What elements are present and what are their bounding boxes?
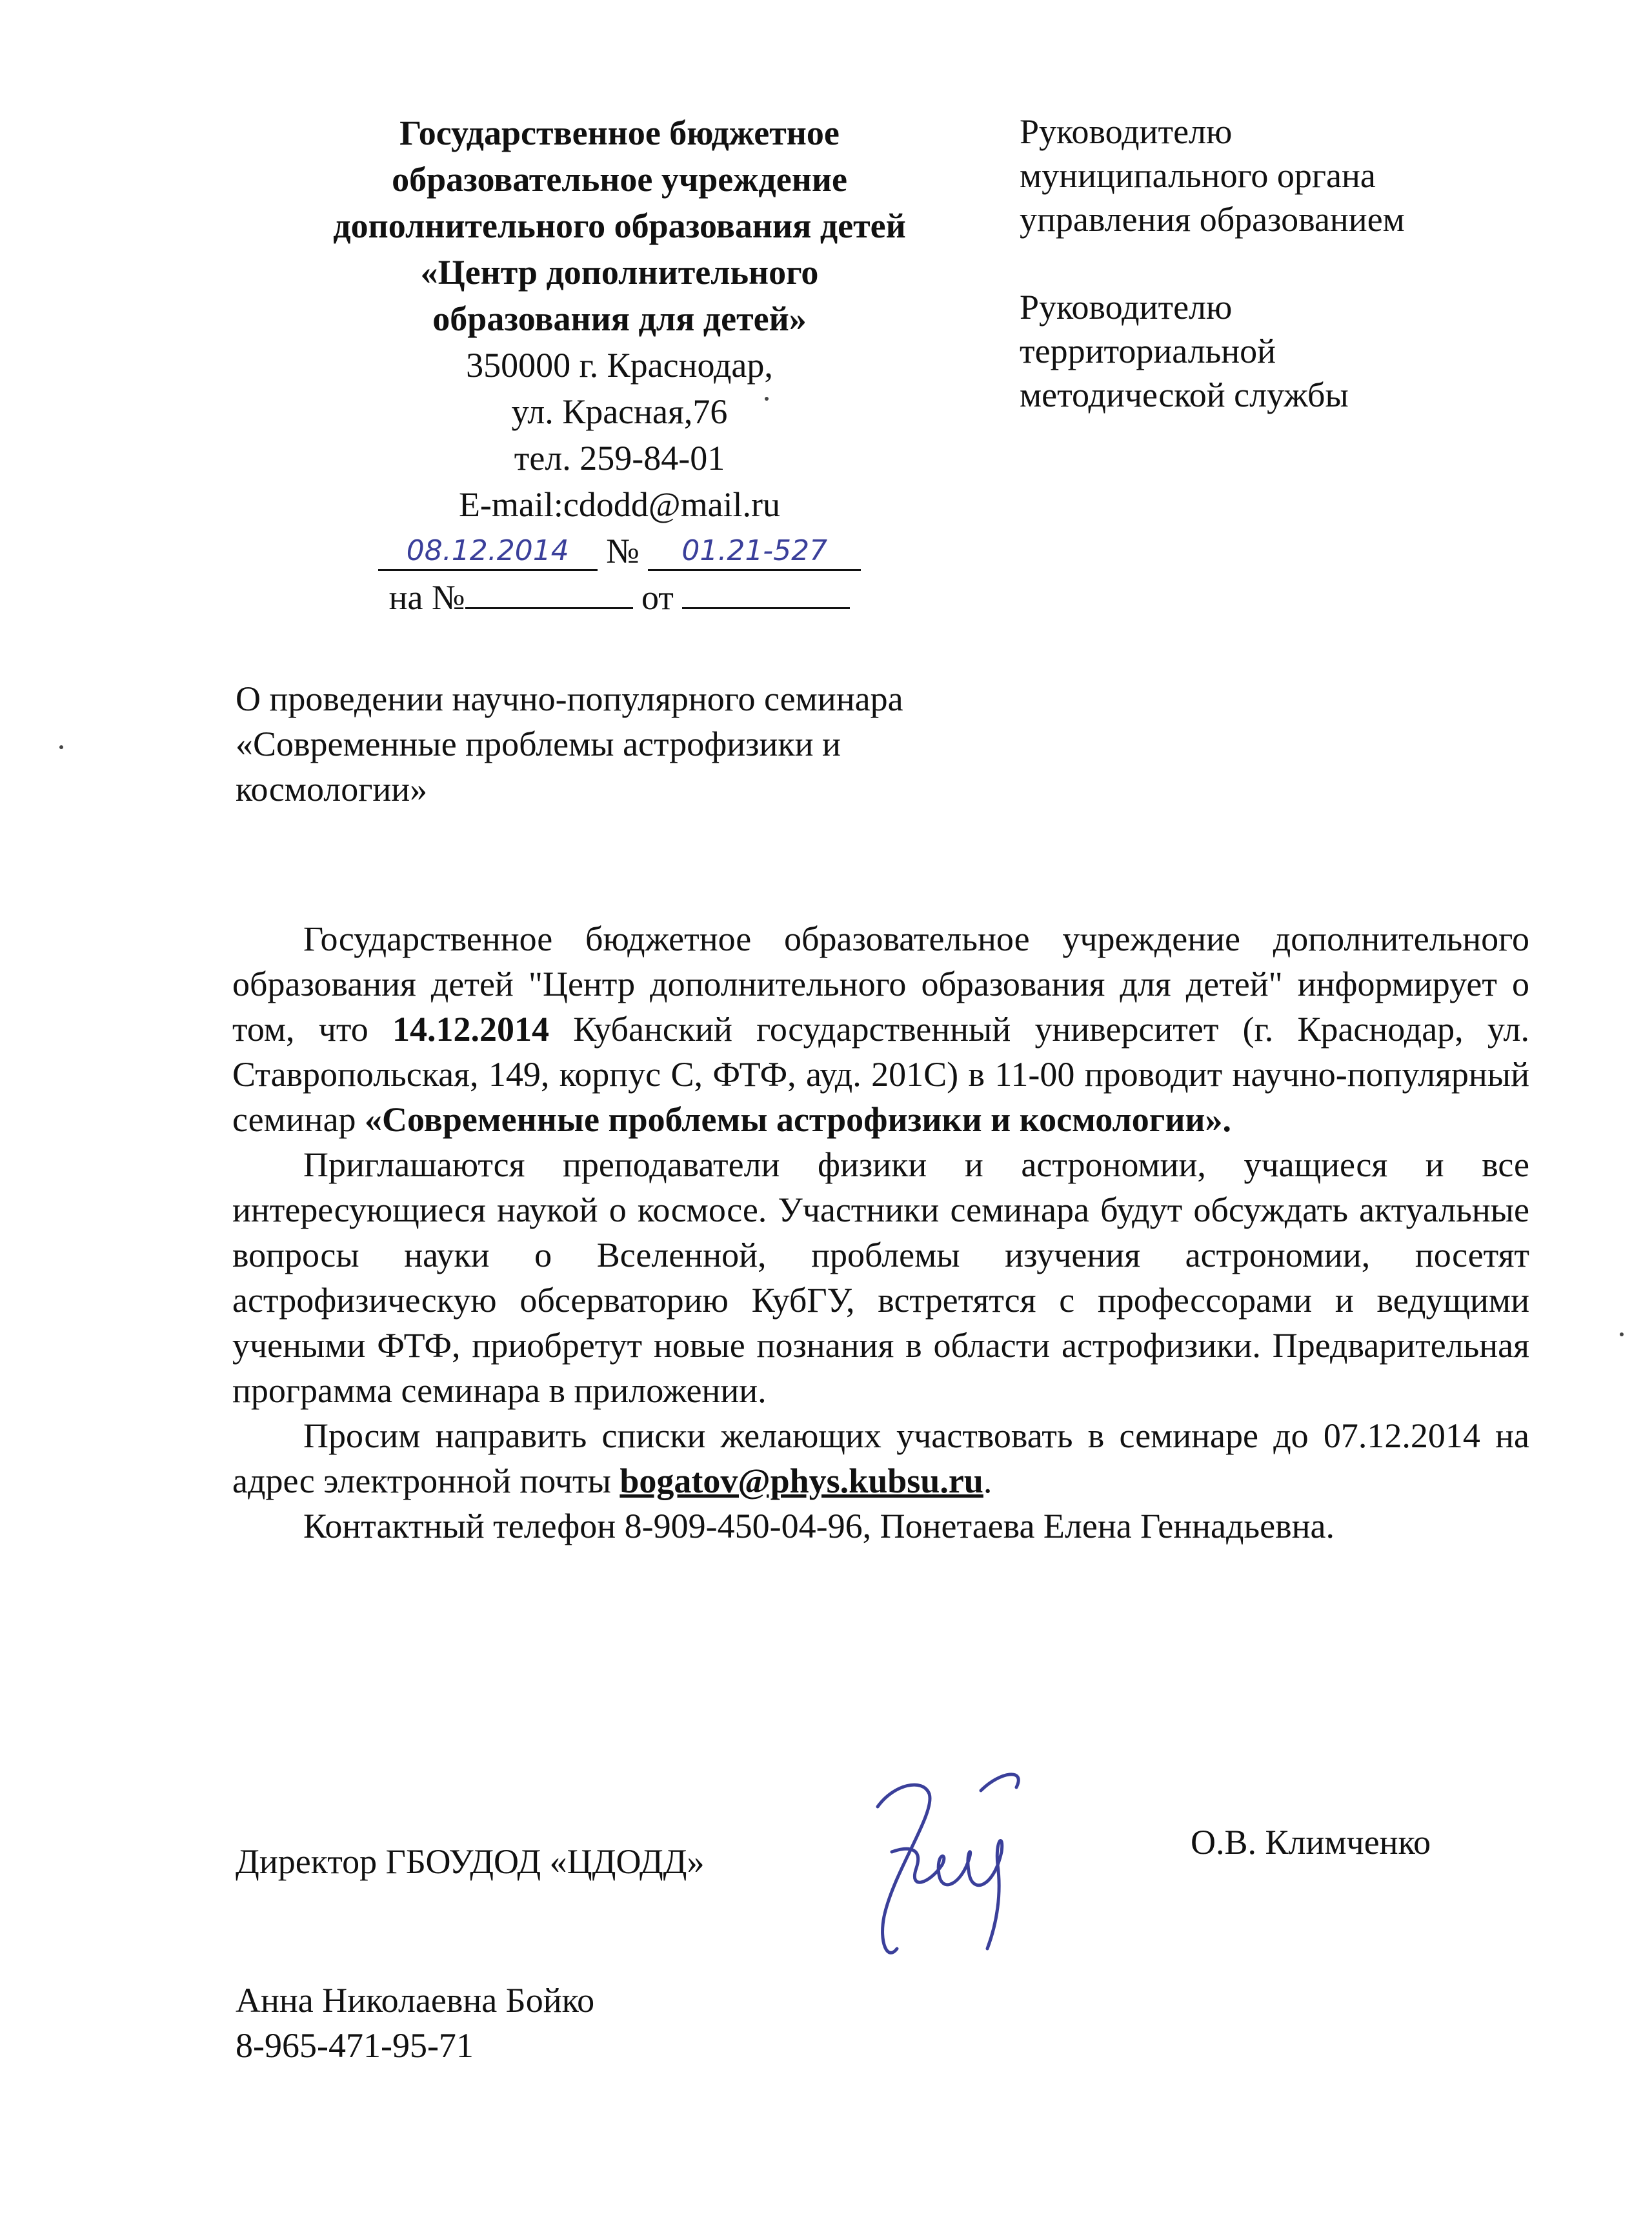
org-line: образовательное учреждение (392, 160, 847, 199)
recipient-line: Руководителю (1020, 288, 1233, 326)
org-line: дополнительного образования детей (333, 206, 906, 245)
recipient-line: муниципального органа (1020, 156, 1376, 195)
ref-number-blank (465, 575, 633, 609)
outgoing-number-row (265, 528, 974, 574)
outgoing-date: 08.12.2014 (378, 533, 598, 571)
subject-line: космологии» (236, 770, 428, 809)
subject-line: «Современные проблемы астрофизики и (236, 725, 841, 763)
email-line: E-mail:cdodd@mail.ru (458, 485, 781, 524)
paragraph-3 (232, 1413, 1529, 1503)
handwritten-signature (832, 1755, 1039, 1968)
paragraph-4: Контактный телефон 8-909-450-04-96, Понетаева Елена Геннадьевна. (303, 1507, 1335, 1545)
recipient-line: территориальной (1020, 332, 1276, 370)
outgoing-number: 01.21-527 (648, 533, 861, 571)
signatory-title: Директор ГБОУДОД «ЦДОДД» (236, 1842, 705, 1881)
executor-phone: 8-965-471-95-71 (236, 2026, 474, 2065)
address-line: ул. Красная,76 (511, 392, 728, 431)
ref-prefix: на № (388, 578, 465, 617)
signatory-name: О.В. Климченко (1191, 1823, 1431, 1862)
phone-line: тел. 259-84-01 (514, 439, 725, 477)
recipient-1 (1020, 110, 1600, 241)
ref-from: от (641, 578, 674, 617)
seminar-title: «Современные проблемы астрофизики и космологии». (365, 1100, 1232, 1139)
letter-body (232, 916, 1529, 1549)
number-sign: № (606, 532, 640, 570)
scan-speck (765, 397, 769, 401)
recipient-line: Руководителю (1020, 112, 1233, 151)
paragraph-2: Приглашаются преподаватели физики и астрономии, учащиеся и все интересующиеся наукой о космосе. Участники семинара будут обсуждать актуальные вопросы науки о Вселенной, проблемы изучения астрономии, посетят астрофизическую обсерваторию КубГУ, встретятся с профессорами и ведущими учеными ФТФ, приобретут новые познания в области астрофизики. Предварительная программа семинара в приложении. (232, 1145, 1529, 1410)
org-line: «Центр дополнительного (420, 253, 819, 292)
recipient-line: управления образованием (1020, 200, 1405, 239)
letterhead (265, 110, 974, 621)
reference-row (265, 574, 974, 621)
address-line: 350000 г. Краснодар, (466, 346, 773, 385)
org-line: Государственное бюджетное (399, 114, 840, 152)
subject-line: О проведении научно-популярного семинара (236, 679, 903, 718)
executor (236, 1978, 594, 2068)
executor-name: Анна Николаевна Бойко (236, 1981, 595, 2020)
scan-speck (59, 745, 63, 749)
paragraph-text: Государственное бюджетное образовательное учреждение дополнительного образования детей "Центр дополнительного образования для детей" информирует о том, что (232, 919, 1529, 1049)
recipients (1020, 110, 1600, 461)
paragraph-1 (232, 916, 1529, 1142)
paragraph-text: Просим направить списки желающих участвовать в семинаре до 07.12.2014 на адрес электронной почты (232, 1416, 1529, 1500)
ref-date-blank (682, 575, 850, 609)
recipient-2 (1020, 285, 1600, 417)
seminar-date: 14.12.2014 (392, 1010, 550, 1049)
org-line: образования для детей» (432, 299, 807, 338)
email-link[interactable]: bogatov@phys.kubsu.ru (620, 1462, 983, 1500)
scan-speck (1620, 1332, 1624, 1336)
recipient-line: методической службы (1020, 376, 1349, 414)
subject (236, 676, 1074, 812)
paragraph-text: . (983, 1462, 992, 1500)
paragraph-text: Кубанский государственный университет (г. Краснодар, ул. Ставропольская, 149, корпус С, ФТФ, ауд. 201С) в 11-00 проводит научно-популярный семинар (232, 1010, 1529, 1139)
